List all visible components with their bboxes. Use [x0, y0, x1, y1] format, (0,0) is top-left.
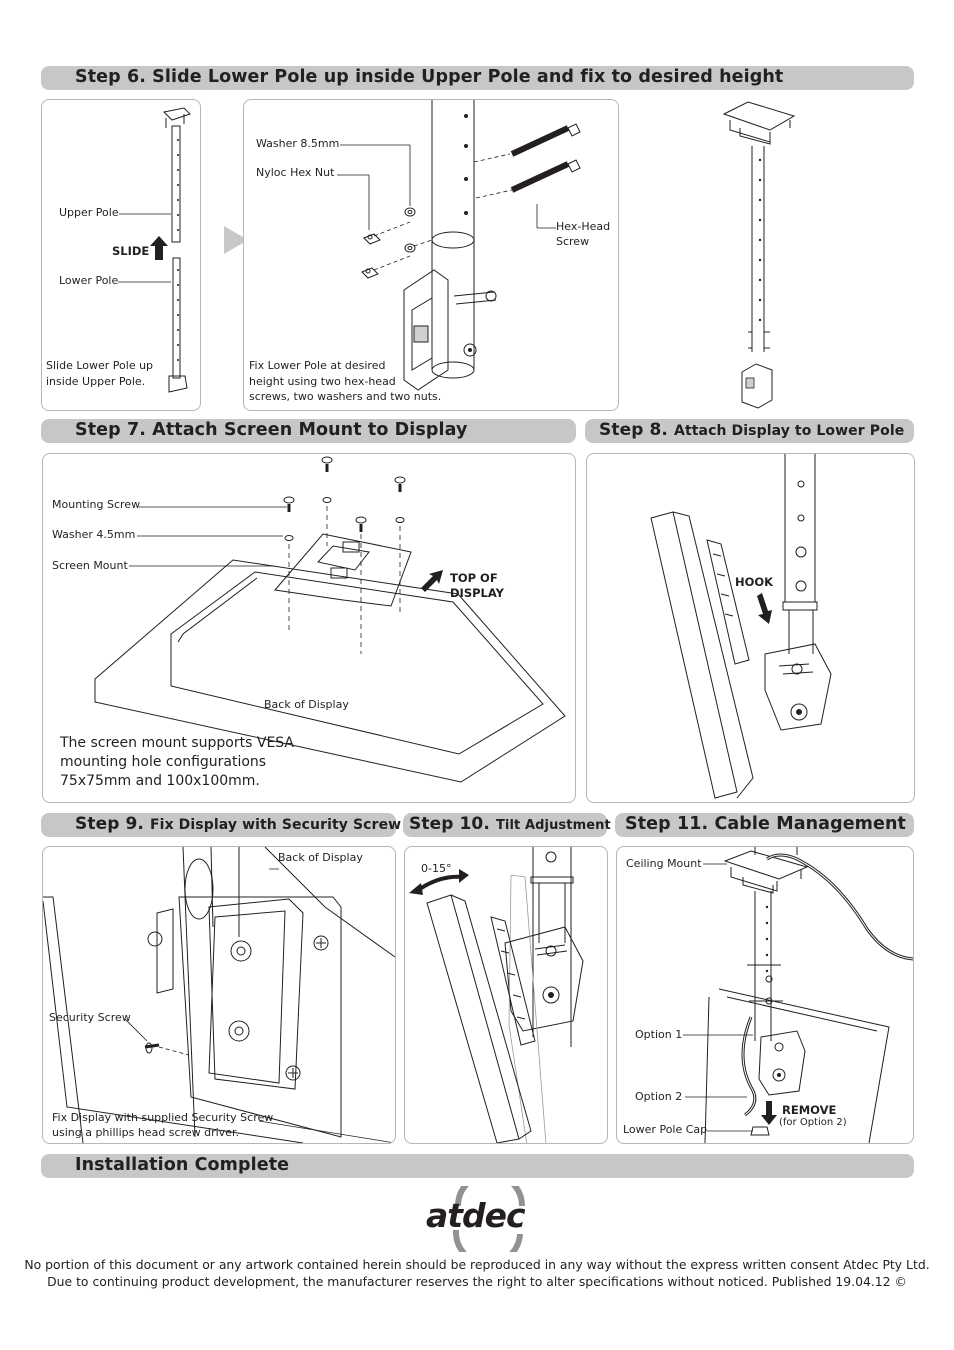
- tilt-illustration: [405, 847, 607, 1143]
- step7-panel: [42, 453, 576, 803]
- mounting-screw-label: Mounting Screw: [52, 498, 141, 511]
- option2-label: Option 2: [635, 1090, 683, 1103]
- complete-title: Installation Complete: [75, 1155, 290, 1175]
- step11-title: Step 11. Cable Management: [625, 814, 907, 834]
- step9-title: [75, 814, 401, 834]
- step9-title-sub: Fix Display with Security Screw: [150, 817, 402, 833]
- security-screw-label: Security Screw: [49, 1011, 131, 1024]
- step8-panel: [586, 453, 915, 803]
- top-of-label-line2: DISPLAY: [450, 586, 504, 600]
- hook-label: HOOK: [735, 575, 774, 589]
- step8-header: [585, 419, 914, 443]
- hook-illustration: [587, 454, 914, 802]
- step10-title: [409, 814, 611, 834]
- step9-title-main: Step 9.: [75, 814, 144, 834]
- nyloc-nut-label: Nyloc Hex Nut: [256, 166, 335, 179]
- step10-panel: [404, 846, 608, 1144]
- step9-panel: [42, 846, 396, 1144]
- vesa-note-line2: mounting hole configurations: [60, 754, 267, 770]
- security-screw-illustration: [43, 847, 395, 1143]
- step6-title: Step 6. Slide Lower Pole up inside Upper Pole and fix to desired height: [75, 67, 784, 87]
- step7-header: [41, 419, 576, 443]
- back-of-display-label: Back of Display: [264, 698, 349, 711]
- step9-caption-line2: using a phillips head screw driver.: [52, 1126, 239, 1139]
- step7-title: Step 7. Attach Screen Mount to Display: [75, 420, 468, 440]
- assembled-pole-illustration: [0, 0, 954, 420]
- hex-head-label-line2: Screw: [556, 235, 590, 248]
- step10-header: [403, 813, 611, 837]
- step8-title: [599, 420, 904, 440]
- for-option2-label: (for Option 2): [779, 1117, 847, 1128]
- fix-caption-line3: screws, two washers and two nuts.: [249, 390, 442, 403]
- washer-85-label: Washer 8.5mm: [256, 137, 340, 150]
- washer-45-label: Washer 4.5mm: [52, 528, 136, 541]
- top-of-label-line1: TOP OF: [450, 571, 498, 585]
- footer-line1: No portion of this document or any artwork contained herein should be reproduced in any way without the express written consent Atdec Pty Ltd.: [24, 1257, 930, 1272]
- slide-caption-line2: inside Upper Pole.: [46, 375, 146, 388]
- option1-label: Option 1: [635, 1028, 683, 1041]
- step11-panel: [616, 846, 914, 1144]
- step11-header: [615, 813, 914, 837]
- logo-text: atdec: [426, 1196, 525, 1235]
- ceiling-mount-label: Ceiling Mount: [626, 857, 702, 870]
- remove-label: REMOVE: [782, 1103, 837, 1117]
- complete-header: [41, 1154, 914, 1178]
- upper-pole-label: Upper Pole: [59, 206, 119, 219]
- slide-caption-line1: Slide Lower Pole up: [46, 359, 154, 372]
- vesa-note-line3: 75x75mm and 100x100mm.: [60, 773, 260, 789]
- step8-title-main: Step 8.: [599, 420, 668, 440]
- step9-header: [41, 813, 402, 837]
- lower-pole-cap-label: Lower Pole Cap: [623, 1123, 708, 1136]
- step10-title-sub: Tilt Adjustment: [495, 818, 611, 833]
- lower-pole-label: Lower Pole: [59, 274, 119, 287]
- footer-line2: Due to continuing product development, the manufacturer reserves the right to alter specifications without noticed. Published 19.04.12 ©: [47, 1274, 907, 1289]
- step9-caption-line1: Fix Display with supplied Security Screw: [52, 1111, 274, 1124]
- atdec-logo: [420, 1186, 540, 1252]
- back-of-display-label-9: Back of Display: [278, 851, 363, 864]
- slide-label: SLIDE: [112, 244, 150, 258]
- fix-caption-line1: Fix Lower Pole at desired: [249, 359, 386, 372]
- fix-caption-line2: height using two hex-head: [249, 375, 396, 388]
- vesa-note-line1: The screen mount supports VESA: [60, 735, 295, 751]
- screen-mount-label: Screen Mount: [52, 559, 128, 572]
- step10-title-main: Step 10.: [409, 814, 490, 834]
- tilt-angle-label: 0-15°: [421, 862, 452, 875]
- step8-title-sub: Attach Display to Lower Pole: [674, 423, 905, 439]
- hex-head-label-line1: Hex-Head: [556, 220, 611, 233]
